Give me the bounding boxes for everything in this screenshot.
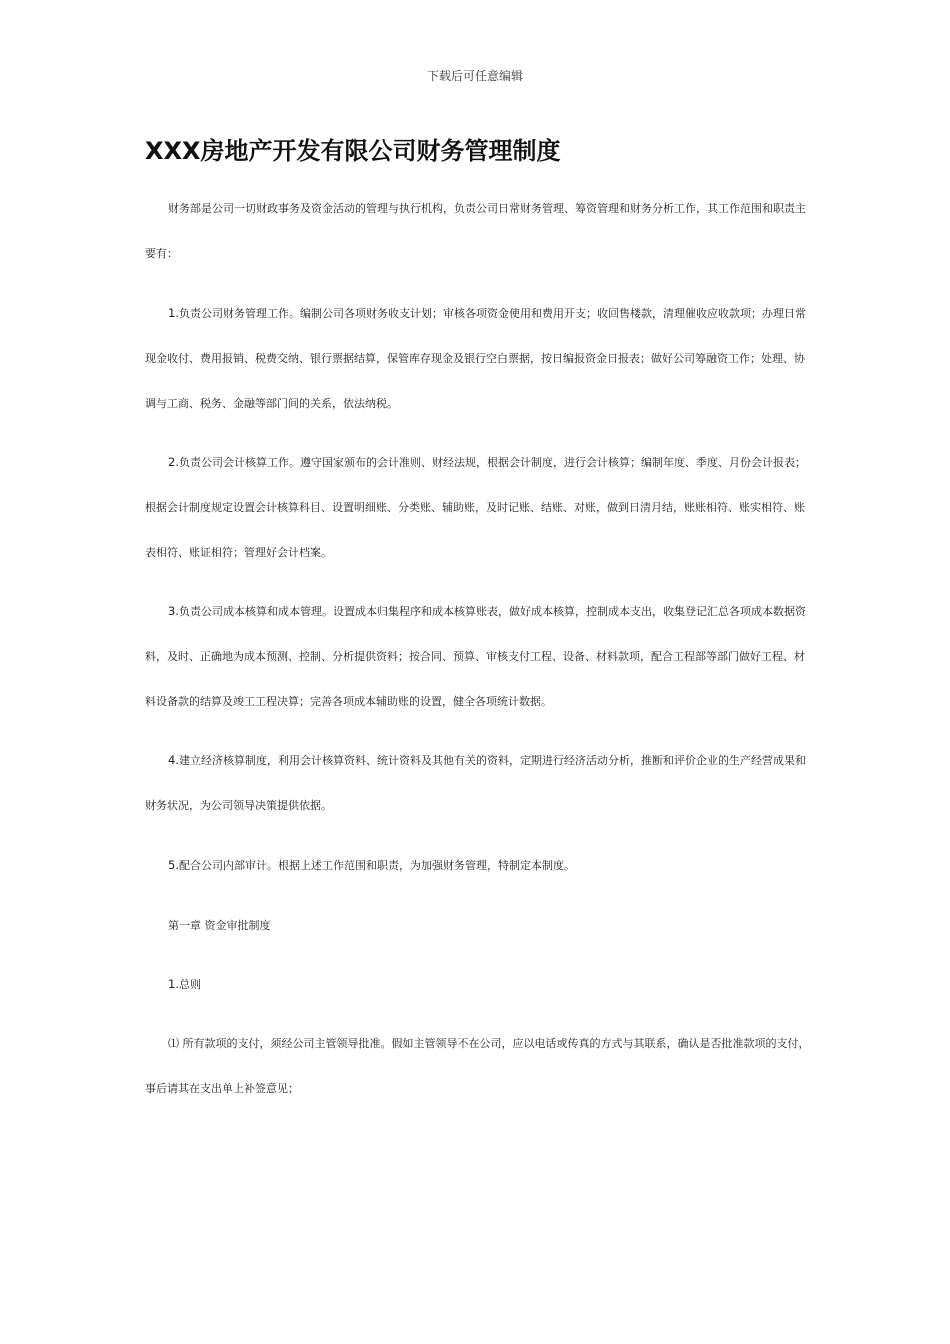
item-1-number: 1. [168,306,179,320]
item-5-number: 5. [168,858,179,872]
item-5-text: 配合公司内部审计。根据上述工作范围和职责，为加强财务管理，特制定本制度。 [178,859,575,872]
item-2 [145,440,810,575]
item-5 [145,843,810,888]
clause-1-marker: ⑴ [168,1037,179,1050]
item-1-text: 负责公司财务管理工作。编制公司各项财务收支计划；审核各项资金使用和费用开支；收回售楼款，清理催收应收款项；办理日常现金收付、费用报销、税费交纳、银行票据结算，保管库存现金及银行空白票据，按日编报资金日报表；做好公司筹融资工作；处理、协调与工商、税务、金融等部门间的关系，依法纳税。 [145,307,806,410]
intro-text: 财务部是公司一切财政事务及资金活动的管理与执行机构，负责公司日常财务管理、筹资管理和财务分析工作，其工作范围和职责主要有： [145,202,806,260]
header-note: 下载后可任意编辑 [426,69,523,83]
clause-1 [145,1021,810,1111]
item-4-text: 建立经济核算制度，利用会计核算资料、统计资料及其他有关的资料，定期进行经济活动分析，推断和评价企业的生产经营成果和财务状况，为公司领导决策提供依据。 [145,754,806,812]
section-heading [145,962,810,1007]
item-3-number: 3. [168,604,179,618]
item-1 [145,291,810,426]
item-2-text: 负责公司会计核算工作。遵守国家颁布的会计准则、财经法规，根据会计制度，进行会计核算；编制年度、季度、月份会计报表；根据会计制度规定设置会计核算科目、设置明细账、分类账、辅助账，及时记账、结账、对账，做到日清月结，账账相符、账实相符、账表相符、账证相符；管理好会计档案。 [145,456,806,559]
section-number: 1. [168,977,179,991]
clause-1-text: 所有款项的支付，须经公司主管领导批准。假如主管领导不在公司，应以电话或传真的方式与其联系，确认是否批准款项的支付，事后请其在支出单上补签意见； [145,1037,810,1095]
intro-paragraph [145,186,810,276]
item-4 [145,738,810,828]
item-3-text: 负责公司成本核算和成本管理。设置成本归集程序和成本核算账表，做好成本核算，控制成本支出，收集登记汇总各项成本数据资料，及时、正确地为成本预测、控制、分析提供资料；按合同、预算、审核支付工程、设备、材料款项，配合工程部等部门做好工程、材料设备款的结算及竣工工程决算；完善各项成本辅助账的设置，健全各项统计数据。 [145,605,806,708]
document-title: XXX房地产开发有限公司财务管理制度 [145,137,561,165]
chapter-heading [145,903,810,948]
section-heading-text: 总则 [178,978,201,991]
chapter-heading-text: 第一章 资金审批制度 [168,919,271,932]
item-4-number: 4. [168,753,179,767]
item-2-number: 2. [168,455,179,469]
item-3 [145,589,810,724]
